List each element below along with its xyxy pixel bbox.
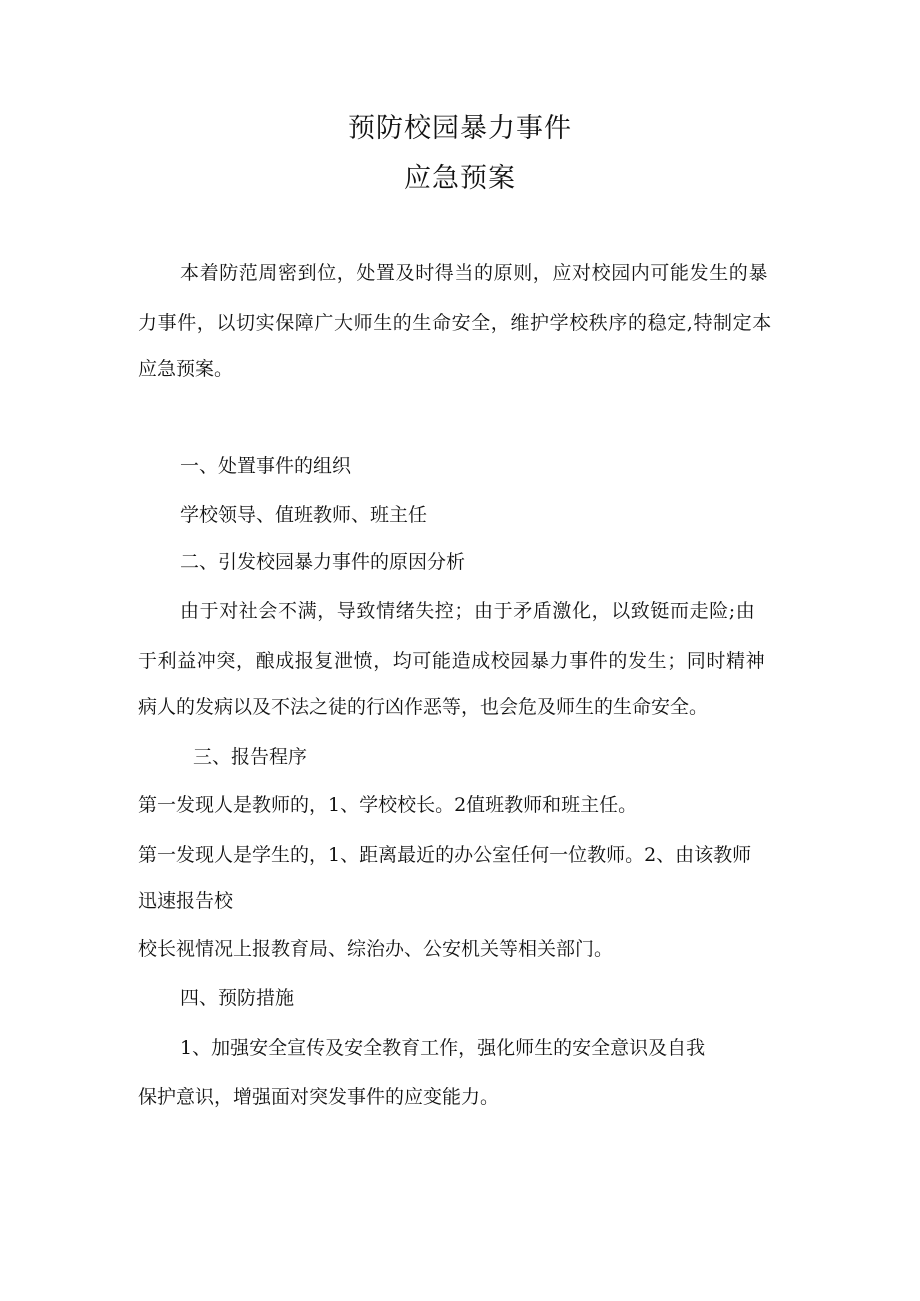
section4-line1: 1、加强安全宣传及安全教育工作，强化师生的安全意识及自我 [180, 1037, 706, 1059]
document-title-line1: 预防校园暴力事件 [348, 113, 572, 144]
intro-paragraph-line3: 应急预案。 [138, 358, 234, 380]
section3-heading: 三、报告程序 [193, 746, 308, 768]
section3-line4: 校长视情况上报教育局、综治办、公安机关等相关部门。 [138, 938, 614, 960]
section1-heading: 一、处置事件的组织 [180, 455, 352, 477]
section3-line3: 迅速报告校 [138, 890, 234, 912]
section3-line1: 第一发现人是教师的，1、学校校长。2值班教师和班主任。 [138, 794, 638, 816]
section3-line2: 第一发现人是学生的，1、距离最近的办公室任何一位教师。2、由该教师 [138, 844, 752, 866]
section2-heading: 二、引发校园暴力事件的原因分析 [180, 551, 466, 573]
section2-paragraph-line1: 由于对社会不满，导致情绪失控；由于矛盾激化，以致铤而走险;由 [180, 600, 756, 622]
document-title-line2: 应急预案 [404, 163, 516, 194]
section2-paragraph-line2: 于利益冲突，酿成报复泄愤，均可能造成校园暴力事件的发生；同时精神 [138, 650, 766, 672]
section1-body: 学校领导、值班教师、班主任 [180, 504, 428, 526]
intro-paragraph-line2: 力事件，以切实保障广大师生的生命安全，维护学校秩序的稳定,特制定本 [138, 312, 772, 334]
section4-heading: 四、预防措施 [180, 987, 295, 1009]
intro-paragraph-line1: 本着防范周密到位，处置及时得当的原则，应对校园内可能发生的暴 [180, 262, 769, 284]
section4-line2: 保护意识，增强面对突发事件的应变能力。 [138, 1086, 500, 1108]
section2-paragraph-line3: 病人的发病以及不法之徒的行凶作恶等，也会危及师生的生命安全。 [138, 696, 709, 718]
